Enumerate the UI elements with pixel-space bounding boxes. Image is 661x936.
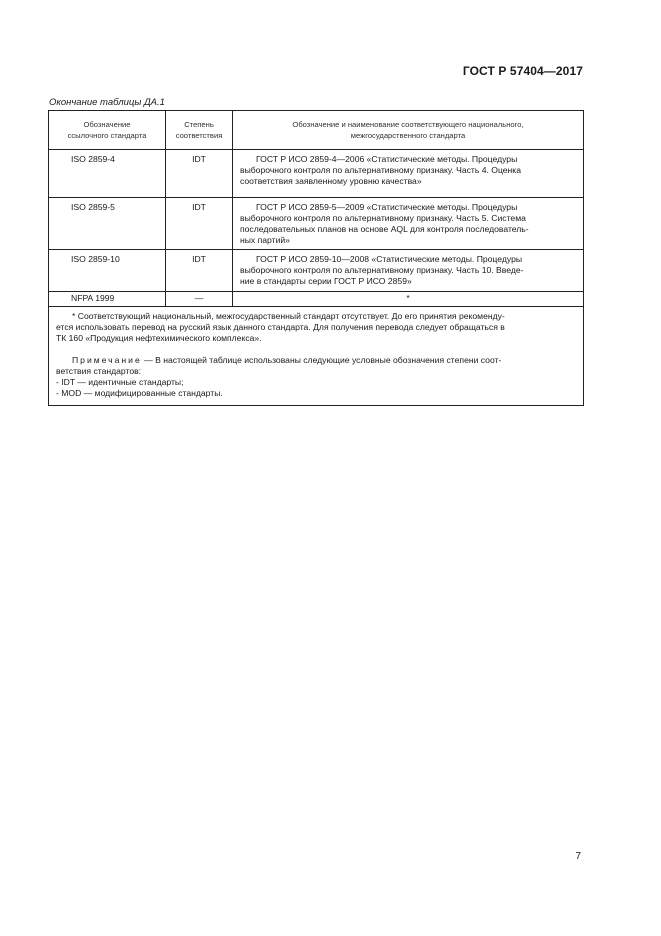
footnote-line: * Соответствующий национальный, межгосударственный стандарт отсутствует. До его принятия рекоменду- [72,311,505,321]
reference-code-cell: ISO 2859-10 [49,250,166,292]
table-footer-row [49,307,584,406]
table-row [49,250,584,292]
footnote-line: ТК 160 «Продукция нефтехимического комплекса». [56,333,262,343]
national-standard-cell: * [233,292,584,307]
table-header-row [49,111,584,150]
column-header-degree: Степень соответствия [166,111,233,150]
standards-table [48,110,584,406]
table-footnote-cell [49,307,584,406]
footnote-line: ется использовать перевод на русский язык данного стандарта. Для получения перевода следует обращаться в [56,322,505,332]
degree-cell: IDT [166,150,233,198]
page-number: 7 [575,851,581,862]
reference-code-cell: ISO 2859-5 [49,198,166,250]
reference-code-cell: ISO 2859-4 [49,150,166,198]
note-line: Примечание — В настоящей таблице использованы следующие условные обозначения степени соот- [72,355,502,365]
note-item: - MOD — модифицированные стандарты. [56,388,223,398]
table-row [49,198,584,250]
table-caption: Окончание таблицы ДА.1 [49,97,165,108]
national-standard-cell: ГОСТ Р ИСО 2859-4—2006 «Статистические методы. Процедуры выборочного контроля по альтернативному признаку. Часть 4. Оценка соответствия заявленному уровню качества» [233,150,584,198]
national-standard-cell: ГОСТ Р ИСО 2859-10—2008 «Статистические методы. Процедуры выборочного контроля по альтернативному признаку. Часть 10. Введе- ние в стандарты серии ГОСТ Р ИСО 2859» [233,250,584,292]
note-line: ветствия стандартов: [56,366,142,376]
note-item: - IDT — идентичные стандарты; [56,377,184,387]
national-standard-cell: ГОСТ Р ИСО 2859-5—2009 «Статистические методы. Процедуры выборочного контроля по альтернативному признаку. Часть 5. Система последовательных планов на основе AQL для контроля последователь- ных партий» [233,198,584,250]
table-row [49,150,584,198]
column-header-reference-standard: Обозначение ссылочного стандарта [49,111,166,150]
note-label: Примечание [72,355,142,365]
reference-code-cell: NFPA 1999 [49,292,166,307]
degree-cell: — [166,292,233,307]
degree-cell: IDT [166,250,233,292]
degree-cell: IDT [166,198,233,250]
document-code: ГОСТ Р 57404—2017 [462,64,583,78]
table-row [49,292,584,307]
column-header-national-standard: Обозначение и наименование соответствующего национального, межгосударственного стандарта [233,111,584,150]
